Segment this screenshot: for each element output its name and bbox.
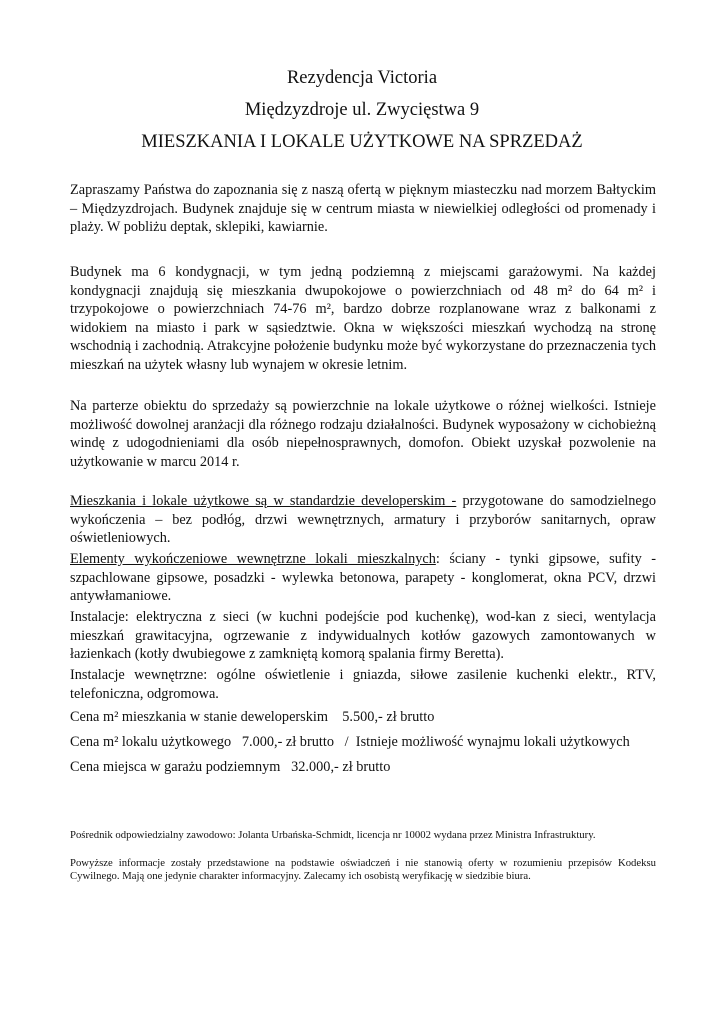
footer-agent: Pośrednik odpowiedzialny zawodowo: Jolanta Urbańska-Schmidt, licencja nr 10002 wydana przez Ministra Infrastruktury. bbox=[70, 829, 596, 841]
footer-disclaimer: Powyższe informacje zostały przedstawione na podstawie oświadczeń i nie stanowią oferty w rozumieniu przepisów Kodeksu Cywilnego. Mają one jedynie charakter informacyjny. Zalecamy ich osobistą weryfikację w siedzibie biura. bbox=[70, 857, 656, 883]
installations-paragraph: Instalacje: elektryczna z sieci (w kuchni podejście pod kuchenkę), wod-kan z sieci, wentylacja mieszkań grawitacyjna, ogrzewanie z indywidualnych kotłów gazowych zamontowanych w łazienkach (kotły dwubiegowe z zamkniętą komorą spalania firmy Beretta). bbox=[70, 609, 656, 663]
price-apartment: Cena m² mieszkania w stanie deweloperskim 5.500,- zł brutto bbox=[70, 709, 435, 725]
standard-paragraph bbox=[70, 492, 656, 548]
document-address: Międzyzdroje ul. Zwycięstwa 9 bbox=[244, 100, 480, 120]
price-commercial: Cena m² lokalu użytkowego 7.000,- zł brutto / Istnieje możliwość wynajmu lokali użytkowych bbox=[70, 734, 630, 750]
standard-heading: Mieszkania i lokale użytkowe są w standardzie developerskim - bbox=[70, 493, 457, 509]
finishing-text: : ściany - tynki gipsowe, sufity - szpachlowane gipsowe, posadzki - wylewka betonowa, parapety - konglomerat, okna PCV, drzwi antywłamaniowe. bbox=[70, 551, 656, 605]
internal-installations-paragraph: Instalacje wewnętrzne: ogólne oświetlenie i gniazda, siłowe zasilenie kuchenki elektr., RTV, telefoniczna, odgromowa. bbox=[70, 667, 656, 702]
finishing-paragraph bbox=[70, 550, 656, 606]
building-paragraph: Budynek ma 6 kondygnacji, w tym jedną podziemną z miejscami garażowymi. Na każdej kondygnacji znajdują się mieszkania dwupokojowe o powierzchniach od 48 m² do 64 m² i trzypokojowe o powierzchniach 74-76 m², bardzo dobrze rozplanowane wraz z balkonami z widokiem na miasto i park w sąsiedztwie. Okna w większości mieszkań wychodzą na stronę wschodnią i zachodnią. Atrakcyjne położenie budynku może być wykorzystane do przeznaczenia tych mieszkań na użytek własny lub wynajem w okresie letnim. bbox=[70, 264, 656, 373]
intro-paragraph: Zapraszamy Państwa do zapoznania się z naszą ofertą w pięknym miasteczku nad morzem Bałtyckim – Międzyzdrojach. Budynek znajduje się w centrum miasta w niewielkiej odległości od promenady i plaży. W pobliżu deptak, sklepiki, kawiarnie. bbox=[70, 182, 656, 236]
ground-floor-paragraph: Na parterze obiektu do sprzedaży są powierzchnie na lokale użytkowe o różnej wielkości. Istnieje możliwość dowolnej aranżacji dla różnego rodzaju działalności. Budynek wyposażony w cichobieżną windę z udogodnieniami dla osób niepełnosprawnych, domofon. Obiekt uzyskał pozwolenie na użytkowanie w marcu 2014 r. bbox=[70, 398, 656, 470]
price-garage: Cena miejsca w garażu podziemnym 32.000,- zł brutto bbox=[70, 759, 391, 775]
finishing-heading: Elementy wykończeniowe wewnętrzne lokali mieszkalnych bbox=[70, 551, 436, 567]
document-title: Rezydencja Victoria bbox=[286, 68, 438, 88]
document-subtitle: MIESZKANIA I LOKALE UŻYTKOWE NA SPRZEDAŻ bbox=[141, 132, 583, 152]
standard-text: przygotowane do samodzielnego wykończenia – bez podłóg, drzwi wewnętrznych, armatury i przyborów sanitarnych, opraw oświetleniowych. bbox=[70, 493, 656, 547]
